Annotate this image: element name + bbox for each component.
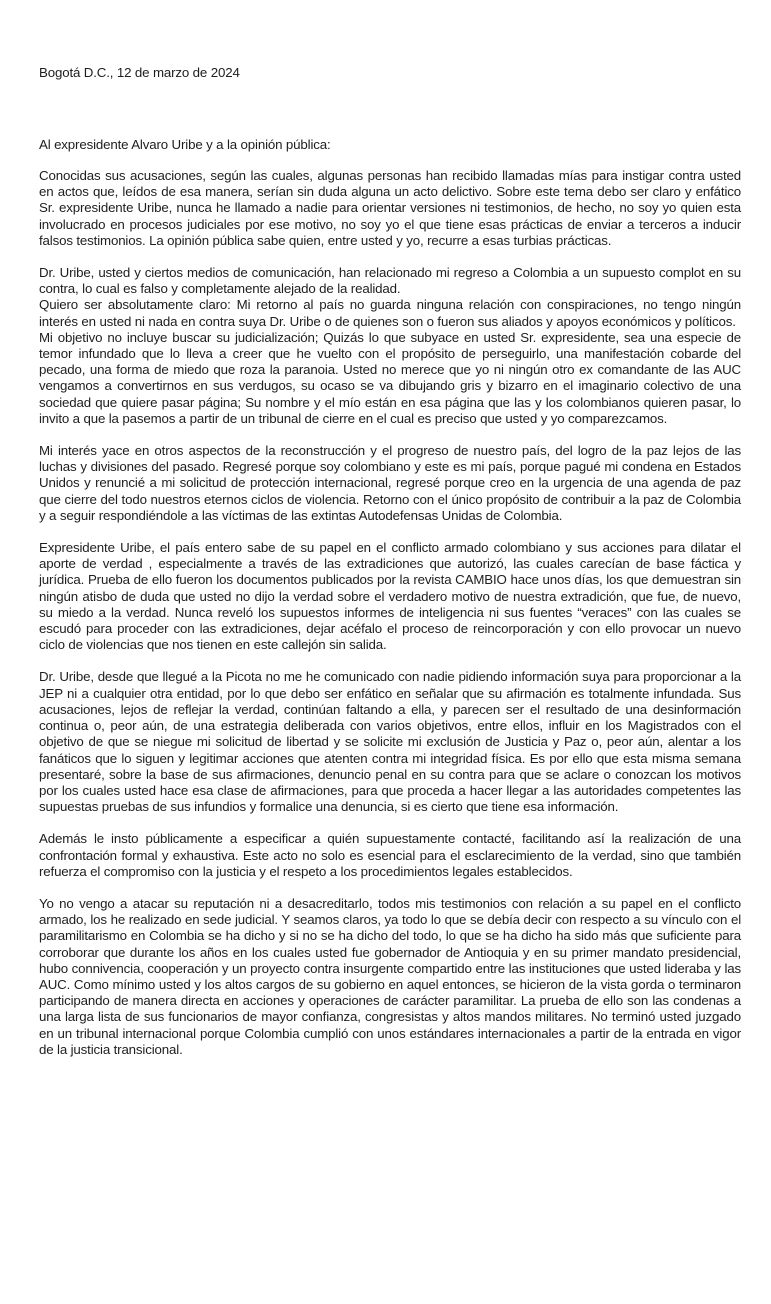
paragraph-return: Quiero ser absolutamente claro: Mi retorno al país no guarda ninguna relación con conspiraciones, no tengo ningún interés en usted ni nada en contra suya Dr. Uribe o de quienes son o fueron sus aliados y apoyos económicos y políticos. (39, 297, 741, 329)
letter-salutation: Al expresidente Alvaro Uribe y a la opinión pública: (39, 137, 331, 152)
paragraph-reputation: Yo no vengo a atacar su reputación ni a desacreditarlo, todos mis testimonios con relación a su papel en el conflicto armado, los he realizado en sede judicial. Y seamos claros, ya todo lo que se debía decir con respecto a su vínculo con el paramilitarismo en Colombia se ha dicho y si no se ha dicho del todo, lo que se ha dicho ha sido más que suficiente para corroborar que durante los años en los cuales usted fue gobernador de Antioquia y en su primer mandato presidencial, hubo connivencia, cooperación y un proyecto contra insurgente compartido entre las instituciones que usted lideraba y las AUC. Como mínimo usted y los altos cargos de su gobierno en aquel entonces, se hicieron de la vista gorda o terminaron participando de manera directa en acciones y operaciones de carácter paramilitar. La prueba de ello son las condenas a una larga lista de sus funcionarios de mayor confianza, congresistas y altos mandos militares. No terminó usted juzgado en un tribunal internacional porque Colombia cumplió con unos estándares internacionales a partir de la entrada en vigor de la justicia transicional. (39, 895, 741, 1057)
letter-date: Bogotá D.C., 12 de marzo de 2024 (39, 65, 240, 80)
paragraph-picota: Dr. Uribe, desde que llegué a la Picota no me he comunicado con nadie pidiendo información suya para proporcionar a la JEP ni a cualquier otra entidad, por lo que debo ser enfático en señalar que su afirmación es totalmente infundada. Sus acusaciones, lejos de reflejar la verdad, continúan faltando a ella, y parecen ser el resultado de una desinformación continua o, peor aún, de una estrategia deliberada con varios objetivos, entre ellos, influir en los Magistrados con el objetivo de que se niegue mi solicitud de libertad y se solicite mi exclusión de Justicia y Paz o, peor aún, alentar a los fanáticos que lo siguen y legitimar acciones que atenten contra mi integridad física. Es por ello que esta misma semana presentaré, sobre la base de sus afirmaciones, denuncio penal en su contra para que se aclare o conozcan los motivos por los cuales usted hace esa clase de afirmaciones, para que proceda a hacer llegar a las autoridades competentes las supuestas pruebas de sus infundios y formalice una denuncia, si es cierto que tiene esa información. (39, 669, 741, 815)
paragraph-complot: Dr. Uribe, usted y ciertos medios de comunicación, han relacionado mi regreso a Colombia a un supuesto complot en su contra, lo cual es falso y completamente alejado de la realidad. (39, 265, 741, 297)
letter-body (39, 168, 741, 1074)
paragraph-confrontation: Además le insto públicamente a especificar a quién supuestamente contacté, facilitando así la realización de una confrontación formal y exhaustiva. Este acto no solo es esencial para el esclarecimiento de la verdad, sino que también refuerza el compromiso con la justicia y el respeto a los procedimientos legales establecidos. (39, 831, 741, 879)
paragraph-extraditions: Expresidente Uribe, el país entero sabe de su papel en el conflicto armado colombiano y sus acciones para dilatar el aporte de verdad , especialmente a través de las extradiciones que autorizó, las cuales carecían de base fáctica y jurídica. Prueba de ello fueron los documentos publicados por la revista CAMBIO hace unos días, los que demuestran sin ningún atisbo de duda que usted no dijo la verdad sobre el verdadero motivo de nuestra extradición, que fue, de nuevo, su miedo a la verdad. Nunca reveló los supuestos informes de inteligencia ni sus fuentes “veraces” con las cuales se escudó para proceder con las extradiciones, dejar acéfalo el proceso de reincorporación y con ello provocar un nuevo ciclo de violencias que nos tienen en este callejón sin salida. (39, 540, 741, 653)
paragraph-objective: Mi objetivo no incluye buscar su judicialización; Quizás lo que subyace en usted Sr. expresidente, sea una especie de temor infundado que lo lleva a creer que he vuelto con el propósito de perseguirlo, una manifestación cobarde del pecado, una forma de miedo que roza la paranoia. Usted no merece que yo ni ningún otro ex comandante de las AUC vengamos a convertirnos en sus verdugos, su ocaso se va dibujando gris y bizarro en el imaginario colectivo de una sociedad que quiere pasar página; Su nombre y el mío están en esa página que las y los colombianos quieren pasar, lo invito a que la pasemos a partir de un tribunal de cierre en el cual es preciso que usted y yo comparezcamos. (39, 329, 741, 426)
paragraph-interest: Mi interés yace en otros aspectos de la reconstrucción y el progreso de nuestro país, del logro de la paz lejos de las luchas y divisiones del pasado. Regresé porque soy colombiano y este es mi país, porque pagué mi condena en Estados Unidos y renuncié a mi solicitud de protección internacional, regresé porque creo en la urgencia de una agenda de paz que cierre del todo nuestros eternos ciclos de violencia. Retorno con el único propósito de contribuir a la paz de Colombia y a seguir respondiéndole a las víctimas de las extintas Autodefensas Unidas de Colombia. (39, 443, 741, 523)
paragraph-accusations: Conocidas sus acusaciones, según las cuales, algunas personas han recibido llamadas mías para instigar contra usted en actos que, leídos de esa manera, serían sin duda alguna un acto delictivo. Sobre este tema debo ser claro y enfático Sr. expresidente Uribe, nunca he llamado a nadie para orientar versiones ni testimonios, de hecho, no soy yo quien esta involucrado en procesos judiciales por ese motivo, no soy yo el que tiene esas prácticas de enviar a terceros a inducir falsos testimonios. La opinión pública sabe quien, entre usted y yo, recurre a esas turbias prácticas. (39, 168, 741, 248)
